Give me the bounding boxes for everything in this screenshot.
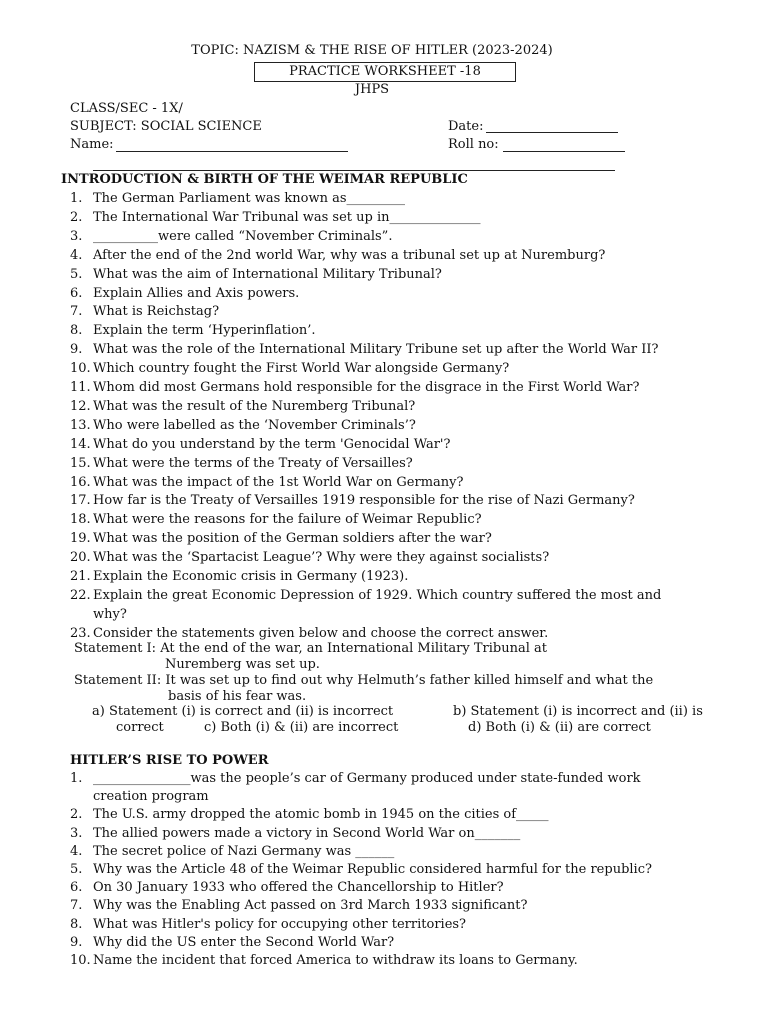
question-number: 2. <box>70 807 83 823</box>
option-b: b) Statement (i) is incorrect and (ii) is <box>453 704 703 719</box>
question-number: 8. <box>70 323 83 339</box>
question-number: 11. <box>70 380 91 395</box>
hitler-question-row <box>70 771 744 786</box>
question-text: What was the ‘Spartacist League’? Why were they against socialists? <box>93 550 550 566</box>
section-heading-weimar: INTRODUCTION & BIRTH OF THE WEIMAR REPUBLIC <box>61 172 468 187</box>
question-text: What was the impact of the 1st World War on Germany? <box>93 474 464 490</box>
question-number: 1. <box>70 771 83 786</box>
question-number: 23. <box>70 625 91 641</box>
weimar-question-row <box>70 418 744 433</box>
question-text: Explain the Economic crisis in Germany (1923). <box>93 569 409 584</box>
question-number: 10. <box>70 953 91 968</box>
weimar-question-row <box>70 399 744 414</box>
weimar-question-row <box>70 550 744 565</box>
hitler-question-row <box>70 917 744 932</box>
question-text: Explain Allies and Axis powers. <box>93 285 300 301</box>
weimar-question-row <box>70 512 744 527</box>
question-text: What was the position of the German soldiers after the war? <box>93 531 492 547</box>
question-number: 12. <box>70 398 91 414</box>
hitler-question-row <box>70 953 744 968</box>
weimar-question-row <box>70 437 744 452</box>
weimar-question-row <box>70 626 744 641</box>
question-number: 22. <box>70 587 91 603</box>
question-number: 7. <box>70 304 83 320</box>
weimar-question-row <box>70 380 744 395</box>
question-number: 17. <box>70 493 91 509</box>
question-text: The secret police of Nazi Germany was ______ <box>93 843 395 859</box>
section-heading-hitler: HITLER’S RISE TO POWER <box>70 753 269 768</box>
option-c: c) Both (i) & (ii) are incorrect <box>204 720 399 735</box>
worksheet-number-box: PRACTICE WORKSHEET -18 <box>254 62 516 82</box>
weimar-question-row <box>70 361 744 376</box>
statement-2-line-2: basis of his fear was. <box>168 689 307 704</box>
question-text: Whom did most Germans hold responsible for the disgrace in the First World War? <box>93 380 640 395</box>
question-text: __________were called “November Criminals”. <box>93 228 393 244</box>
date-label: Date: <box>448 119 484 134</box>
statement-1-line-1: Statement I: At the end of the war, an International Military Tribunal at <box>74 641 547 656</box>
question-text: Explain the term ‘Hyperinflation’. <box>93 323 316 339</box>
question-number: 3. <box>70 825 83 841</box>
question-text: What do you understand by the term 'Genocidal War'? <box>93 436 451 452</box>
question-number: 8. <box>70 916 83 932</box>
weimar-question-row <box>70 531 744 546</box>
weimar-question-row <box>70 267 744 282</box>
question-number: 10. <box>70 361 91 377</box>
question-text: Which country fought the First World War alongside Germany? <box>93 361 510 377</box>
option-a: a) Statement (i) is correct and (ii) is incorrect <box>92 704 394 719</box>
weimar-question-row <box>70 229 744 244</box>
weimar-question-row <box>70 304 744 319</box>
question-number: 5. <box>70 862 83 877</box>
question-number: 16. <box>70 474 91 490</box>
school-name: JHPS <box>354 82 390 97</box>
option-b-continuation: correct <box>116 720 164 735</box>
weimar-question-row <box>70 493 744 508</box>
question-text: why? <box>93 606 127 622</box>
question-text: Who were labelled as the ‘November Criminals’? <box>93 417 416 433</box>
question-number: 2. <box>70 209 83 225</box>
question-number: 21. <box>70 569 91 584</box>
weimar-question-row <box>70 323 744 338</box>
hitler-question-row <box>70 844 744 859</box>
hitler-question-row <box>70 789 744 804</box>
question-text: What were the terms of the Treaty of Versailles? <box>93 455 413 471</box>
statement-2-line-1: Statement II: It was set up to find out why Helmuth’s father killed himself and what the <box>74 673 654 688</box>
hitler-question-row <box>70 935 744 950</box>
question-number: 18. <box>70 512 91 528</box>
hitler-question-row <box>70 862 744 877</box>
weimar-question-row <box>70 191 744 206</box>
question-text: The allied powers made a victory in Second World War on_______ <box>93 825 521 841</box>
question-number: 6. <box>70 285 83 301</box>
weimar-question-row <box>70 569 744 584</box>
class-sec-label: CLASS/SEC - 1X/ <box>70 101 183 116</box>
weimar-question-row <box>70 607 744 622</box>
question-text: Explain the great Economic Depression of 1929. Which country suffered the most and <box>93 587 662 603</box>
weimar-question-row <box>70 342 744 357</box>
name-label: Name: <box>70 137 114 152</box>
question-text: What is Reichstag? <box>93 304 220 320</box>
question-number: 4. <box>70 843 83 859</box>
question-text: The International War Tribunal was set up in______________ <box>93 209 481 225</box>
question-text: _______________was the people’s car of Germany produced under state-funded work <box>93 771 641 786</box>
weimar-question-row <box>70 286 744 301</box>
date-blank-line <box>486 132 618 133</box>
question-number: 19. <box>70 531 91 547</box>
question-text: After the end of the 2nd world War, why was a tribunal set up at Nuremburg? <box>93 247 606 263</box>
question-number: 1. <box>70 191 83 206</box>
question-text: What was the aim of International Military Tribunal? <box>93 266 442 282</box>
question-number: 3. <box>70 228 83 244</box>
question-text: Why did the US enter the Second World War? <box>93 934 395 950</box>
header-divider-line <box>93 170 615 171</box>
hitler-question-row <box>70 807 744 822</box>
worksheet-topic-title: TOPIC: NAZISM & THE RISE OF HITLER (2023-2024) <box>191 43 553 58</box>
question-number: 15. <box>70 455 91 471</box>
question-number: 9. <box>70 934 83 950</box>
question-text: On 30 January 1933 who offered the Chancellorship to Hitler? <box>93 880 504 896</box>
hitler-question-row <box>70 826 744 841</box>
question-text: creation program <box>93 789 209 805</box>
roll-no-blank-line <box>503 151 625 152</box>
weimar-question-row <box>70 210 744 225</box>
statement-1-line-2: Nuremberg was set up. <box>165 657 320 672</box>
weimar-question-row <box>70 588 744 603</box>
question-number: 20. <box>70 550 91 566</box>
question-number: 14. <box>70 436 91 452</box>
question-text: The German Parliament was known as_________ <box>93 191 405 206</box>
hitler-question-row <box>70 880 744 895</box>
question-text: What was Hitler's policy for occupying other territories? <box>93 916 467 932</box>
question-text: How far is the Treaty of Versailles 1919 responsible for the rise of Nazi Germany? <box>93 493 635 509</box>
option-d: d) Both (i) & (ii) are correct <box>468 720 651 735</box>
question-text: What was the result of the Nuremberg Tribunal? <box>93 398 416 414</box>
question-text: The U.S. army dropped the atomic bomb in 1945 on the cities of_____ <box>93 807 549 823</box>
question-number: 7. <box>70 898 83 914</box>
weimar-question-row <box>70 456 744 471</box>
question-number: 13. <box>70 417 91 433</box>
question-number: 6. <box>70 880 83 896</box>
question-text: Consider the statements given below and choose the correct answer. <box>93 625 549 641</box>
question-text: Why was the Enabling Act passed on 3rd March 1933 significant? <box>93 898 528 914</box>
question-number: 4. <box>70 247 83 263</box>
name-blank-line <box>116 151 348 152</box>
question-number: 5. <box>70 266 83 282</box>
question-text: Name the incident that forced America to withdraw its loans to Germany. <box>93 953 578 968</box>
question-number: 9. <box>70 342 83 358</box>
weimar-question-row <box>70 248 744 263</box>
weimar-question-row <box>70 475 744 490</box>
roll-no-label: Roll no: <box>448 137 499 152</box>
question-text: Why was the Article 48 of the Weimar Republic considered harmful for the republic? <box>93 862 652 877</box>
question-text: What was the role of the International Military Tribune set up after the World War II? <box>93 342 659 358</box>
hitler-question-row <box>70 898 744 913</box>
question-text: What were the reasons for the failure of Weimar Republic? <box>93 512 482 528</box>
subject-label: SUBJECT: SOCIAL SCIENCE <box>70 119 262 134</box>
